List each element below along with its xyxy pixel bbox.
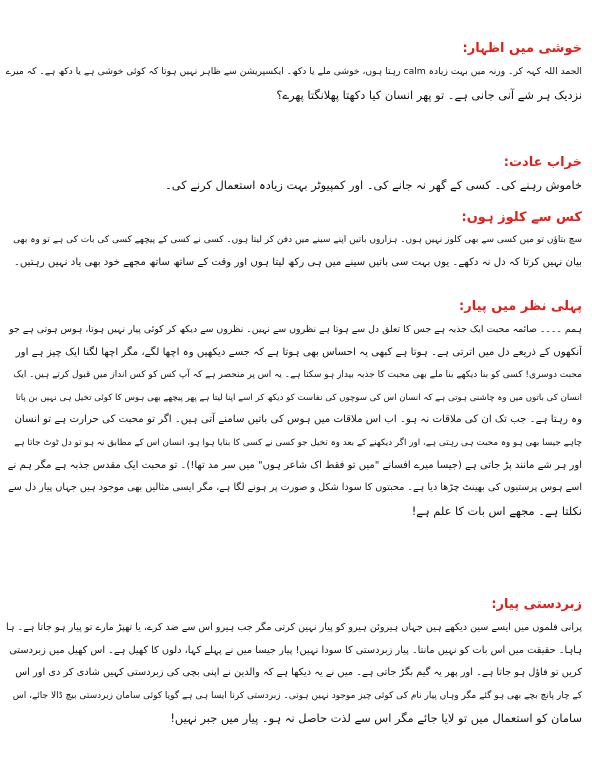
- section-body: [6, 174, 582, 197]
- paragraph-line: کے چار پانچ بچے بھی ہو گئے مگر وہاں پیار نام کی کوئی چیز موجود نہیں ہوتی۔ زبردستی کرنا ایسا ہی ہے گویا کوئی سامان زبردستی بیچ ڈالا جائے، اس: [12, 690, 582, 701]
- section-heading: پہلی نظر میں پیار:: [459, 299, 582, 314]
- section-love-at-first-sight: [6, 298, 582, 522]
- section-heading: خوشی میں اظہار:: [462, 41, 582, 56]
- paragraph-line: ہمم ۔۔۔۔ صائمہ محبت ایک جذبہ ہے جس کا تعلق دل سے ہوتا ہے نظروں سے نہیں۔ نظروں سے دیکھ کر کوئی پیار نہیں ہوتا، ہوس ہوتی ہے جو: [9, 324, 582, 335]
- paragraph-line: نزدیک ہر شے آنی جانی ہے۔ تو پھر انسان کیا دکھتا پھلانگتا پھرے؟: [276, 87, 582, 102]
- paragraph-line: آنکھوں کے ذریعے دل میں اترتی ہے۔ ہوتا ہے کبھی یہ احساس بھی ہوتا ہے کہ جسے دیکھیں وہ اچھا لگے، مگر اچھا لگنا ایک چیز ہے اور: [15, 346, 582, 358]
- paragraph-line: خاموش رہنے کی۔ کسی کے گھر نہ جانے کی۔ اور کمپیوٹر بہت زیادہ استعمال کرنے کی۔: [165, 178, 582, 192]
- paragraph-line: پرانی فلموں میں ایسے سین دیکھے ہیں جہاں ہیروئن ہیرو کو پیار نہیں کرتی مگر جب ہیرو اس سے ضد کرے، یا تھپڑ مارے تو پیار ہو جاتا ہے۔ ہا: [6, 622, 582, 633]
- section-close-to: [6, 209, 582, 274]
- paragraph-line: اور ہر شے مانند پڑ جاتی ہے (جیسا میرے افسانے "میں تو فقط اک شاعر ہوں" میں سر مد تھا!)۔ تو محبت ایک مقدس جذبہ ہے مگر ہم نے: [7, 459, 582, 471]
- paragraph-line: نکلتا ہے۔ مجھے اس بات کا علم ہے!: [411, 503, 582, 518]
- paragraph-line: انسان کی باتوں میں وہ چاشنی ہوتی ہے کہ انسان اس کی سوچوں کی نفاست کو دیکھ کر اسے اپنا لیتا ہے پھر پیچھے بھی ہوس کا کوئی تخیل ہی نہیں بن پاتا: [15, 392, 582, 403]
- section-heading: زبردستی پیار:: [491, 597, 582, 612]
- paragraph-line: سچ بتاؤں تو میں کسی سے بھی کلوز نہیں ہوں۔ ہزاروں باتیں اپنے سینے میں دفن کر لیتا ہوں۔ کسی نے کسی کے پیچھے کسی کی بات کی ہے تو وہ بھی: [13, 235, 582, 245]
- section-heading: خراب عادت:: [503, 155, 582, 170]
- paragraph-line: وہ رہتا ہے۔ جب تک ان کی ملاقات نہ ہو۔ اب اس ملاقات میں ہوس کی باتیں سامنے آتی ہیں۔ اگر تو محبت کی حرارت ہے تو انسان: [14, 414, 582, 426]
- section-bad-habit: [6, 154, 582, 197]
- paragraph-line: سامان کو استعمال میں تو لایا جائے مگر اس سے لذت حاصل نہ ہو۔ پیار میں جبر نہیں!: [170, 711, 582, 726]
- paragraph-line: اسے ہوس پرستیوں کی بھینٹ چڑھا دیا ہے۔ محبتوں کا سودا شکل و صورت پر ہونے لگا ہے، مگر ایسی مثالیں بھی موجود ہیں جہاں پیار دل سے: [8, 482, 582, 494]
- section-body: [6, 61, 582, 106]
- section-body: [6, 229, 582, 274]
- section-body: [6, 319, 582, 522]
- section-forced-love: [6, 596, 582, 730]
- section-heading: کس سے کلوز ہوں:: [461, 210, 582, 225]
- paragraph-line: چاہے جیسا بھی ہو وہ محبت ہی رہتی ہے، اور اگر دیکھنے کے بعد وہ تخیل جو کسی نے کسی کا بنایا ہوا ہو، انسان اس کے مطابق نہ ہو تو دل ٹوٹ جاتا ہے: [14, 437, 582, 448]
- paragraph-line: محبت دوسری! کسی کو بنا دیکھے بنا ملے بھی محبت کا جذبہ بیدار ہو سکتا ہے۔ یہ اس پر منحصر ہے کہ آپ کس کو کس انداز میں قبول کرتے ہیں۔ ایک: [13, 370, 582, 381]
- paragraph-line: بیان نہیں کرتا کہ دل نہ دکھے۔ یوں بہت سی باتیں سینے میں ہی رکھ لیتا ہوں اور وقت کے ساتھ ساتھ مجھے خود بھی یاد نہیں رہتیں۔: [13, 256, 582, 268]
- paragraph-line: کریں تو فاؤل ہو جاتا ہے۔ اور پھر یہ گیم بگڑ جاتی ہے۔ میں نے یہ دیکھا ہے کہ والدین نے اپنی بچی کی زبردستی کہیں شادی کر دی اور اس: [15, 667, 582, 679]
- section-happiness-expression: [6, 40, 582, 106]
- paragraph-line: ہاہا۔ حقیقت میں اس بات کو نہیں مانتا۔ پیار زبردستی کا سودا نہیں! پیار جیسا میں نے پہلے کہا، دلوں کا کھیل ہے۔ اس کھیل میں زبردستی: [9, 644, 582, 656]
- section-body: [6, 617, 582, 730]
- paragraph-line: الحمد اللہ کہہ کر۔ ورنہ میں بہت زیادہ calm رہتا ہوں، خوشی ملے یا دکھ۔ ایکسپریشن سے ظاہر نہیں ہوتا کہ کوئی خوشی ہے یا دکھ ہے۔ کہ میرے: [6, 66, 582, 77]
